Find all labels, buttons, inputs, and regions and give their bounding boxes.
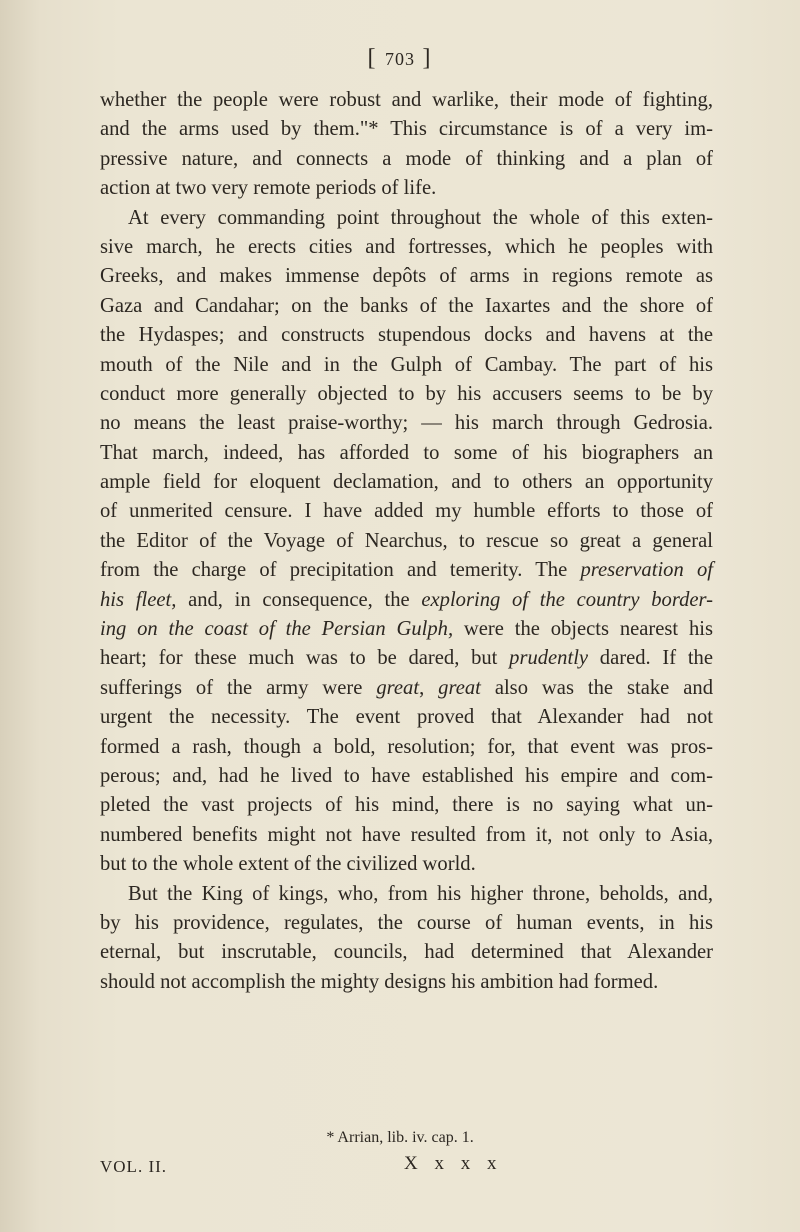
italic-segment: ing on the coast of the Persian Gulph, (100, 618, 454, 641)
text-line: of unmerited censure. I have added my humble efforts to those of (100, 500, 713, 523)
page-number: 703 (385, 49, 415, 69)
text-segment: from the charge of precipitation and temerity. The (100, 559, 581, 582)
text-line (100, 615, 713, 644)
text-line: ample field for eloquent declamation, and to others an opportunity (100, 471, 713, 494)
page-number-header (0, 45, 800, 72)
close-bracket: ] (422, 45, 433, 71)
text-line: the Hydaspes; and constructs stupendous docks and havens at the (100, 324, 713, 347)
text-line: sive march, he erects cities and fortresses, which he peoples with (100, 235, 713, 258)
italic-segment: prudently (509, 647, 589, 670)
open-bracket: [ (367, 45, 378, 71)
text-segment: and, in consequence, the (176, 588, 422, 611)
text-line: action at two very remote periods of life. (100, 177, 437, 200)
text-line: formed a rash, though a bold, resolution; for, that event was pros- (100, 735, 713, 758)
text-line: But the King of kings, who, from his higher throne, beholds, and, (128, 882, 713, 905)
text-line: Gaza and Candahar; on the banks of the Iaxartes and the shore of (100, 294, 713, 317)
text-line: eternal, but inscrutable, councils, had determined that Alexander (100, 941, 713, 964)
text-line (100, 674, 713, 703)
body-text (100, 86, 713, 997)
text-line: by his providence, regulates, the course of human events, in his (100, 911, 713, 934)
text-line: urgent the necessity. The event proved that Alexander had not (100, 706, 713, 729)
text-line: no means the least praise-worthy; — his march through Gedrosia. (100, 412, 713, 435)
text-line: pressive nature, and connects a mode of thinking and a plan of (100, 147, 713, 170)
text-line: pleted the vast projects of his mind, there is no saying what un- (100, 794, 713, 817)
volume-label: VOL. II. (100, 1157, 168, 1176)
italic-segment: great (438, 676, 481, 699)
text-line (100, 586, 713, 615)
text-line: numbered benefits might not have resulted from it, not only to Asia, (100, 823, 713, 846)
text-line: the Editor of the Voyage of Nearchus, to rescue so great a general (100, 529, 713, 552)
text-line (100, 644, 713, 673)
text-segment: also was the stake and (480, 676, 713, 699)
text-line: Greeks, and makes immense depôts of arms in regions remote as (100, 265, 713, 288)
text-line: and the arms used by them."* This circumstance is of a very im- (100, 118, 713, 141)
text-line (100, 556, 713, 585)
text-line: mouth of the Nile and in the Gulph of Cambay. The part of his (100, 353, 713, 376)
text-line: At every commanding point throughout the whole of this exten- (128, 206, 713, 229)
text-line: should not accomplish the mighty designs his ambition had formed. (100, 970, 659, 993)
text-line: but to the whole extent of the civilized world. (100, 853, 476, 876)
signature-mark: X x x x (404, 1153, 503, 1174)
italic-segment: great (376, 676, 420, 699)
text-segment: sufferings of the army were (100, 676, 377, 699)
text-line: perous; and, had he lived to have established his empire and com- (100, 764, 713, 787)
italic-segment: his fleet, (100, 588, 177, 611)
text-segment: were the objects nearest his (453, 618, 713, 641)
text-segment: dared. If the (588, 647, 713, 670)
italic-segment: exploring of the country border- (421, 588, 714, 611)
text-line: conduct more generally objected to by his accusers seems to be by (100, 382, 713, 405)
text-line: That march, indeed, has afforded to some of his biographers an (100, 441, 713, 464)
footnote: * Arrian, lib. iv. cap. 1. (326, 1129, 474, 1146)
italic-segment: preservation of (580, 559, 713, 582)
text-segment: heart; for these much was to be dared, but (100, 647, 510, 670)
text-line: whether the people were robust and warlike, their mode of fighting, (100, 89, 713, 111)
text-segment: , (419, 676, 439, 699)
